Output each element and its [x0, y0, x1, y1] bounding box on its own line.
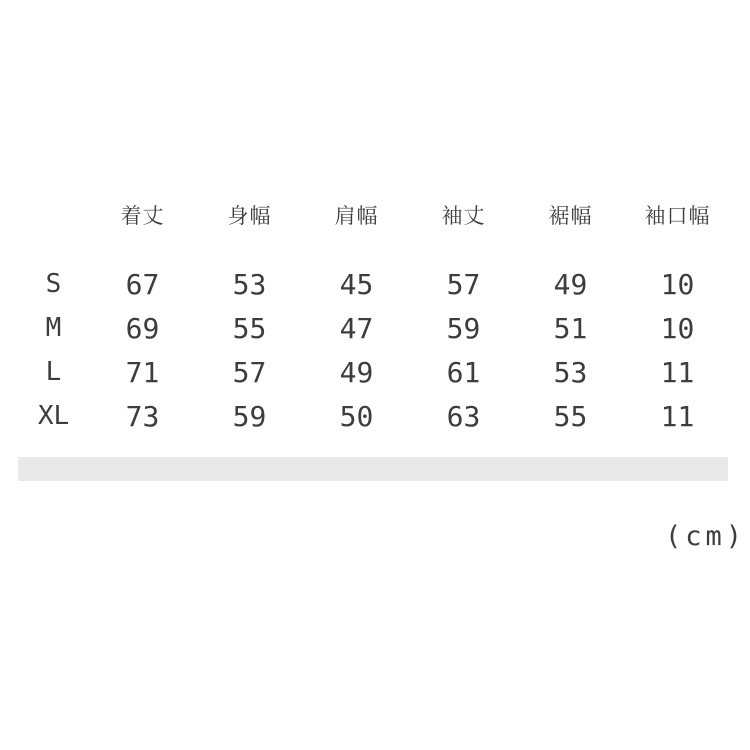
measurement-value: 11	[660, 355, 695, 389]
column-header-body-length: 着丈	[120, 204, 165, 228]
measurement-value: 49	[553, 267, 588, 301]
measurement-value: 47	[339, 311, 374, 345]
size-chart-table	[18, 193, 732, 438]
measurement-value: 10	[660, 267, 695, 301]
unit-label: (cm)	[664, 521, 746, 552]
measurement-value: 57	[232, 355, 267, 389]
measurement-value: 50	[339, 399, 374, 433]
table-row-xl	[18, 394, 732, 438]
measurement-value: 61	[446, 355, 481, 389]
size-label: XL	[37, 401, 70, 431]
table-body	[18, 262, 732, 438]
table-row-l	[18, 350, 732, 394]
column-header-cuff-width: 袖口幅	[644, 204, 711, 228]
measurement-value: 57	[446, 267, 481, 301]
measurement-value: 53	[232, 267, 267, 301]
table-header-row	[18, 193, 732, 237]
column-header-body-width: 身幅	[227, 204, 272, 228]
column-header-sleeve-length: 袖丈	[441, 204, 486, 228]
column-header-hem-width: 裾幅	[548, 204, 593, 228]
column-header-shoulder-width: 肩幅	[334, 204, 379, 228]
measurement-value: 71	[125, 355, 160, 389]
measurement-value: 10	[660, 311, 695, 345]
measurement-value: 51	[553, 311, 588, 345]
table-row-m	[18, 306, 732, 350]
measurement-value: 63	[446, 399, 481, 433]
measurement-value: 49	[339, 355, 374, 389]
measurement-value: 53	[553, 355, 588, 389]
measurement-value: 73	[125, 399, 160, 433]
size-label: L	[45, 357, 62, 387]
measurement-value: 69	[125, 311, 160, 345]
measurement-value: 59	[232, 399, 267, 433]
measurement-value: 11	[660, 399, 695, 433]
measurement-value: 55	[553, 399, 588, 433]
table-row-s	[18, 262, 732, 306]
size-label: M	[45, 313, 62, 343]
size-label: S	[45, 269, 62, 299]
measurement-value: 59	[446, 311, 481, 345]
measurement-value: 45	[339, 267, 374, 301]
measurement-value: 67	[125, 267, 160, 301]
divider-bar	[18, 457, 728, 481]
measurement-value: 55	[232, 311, 267, 345]
